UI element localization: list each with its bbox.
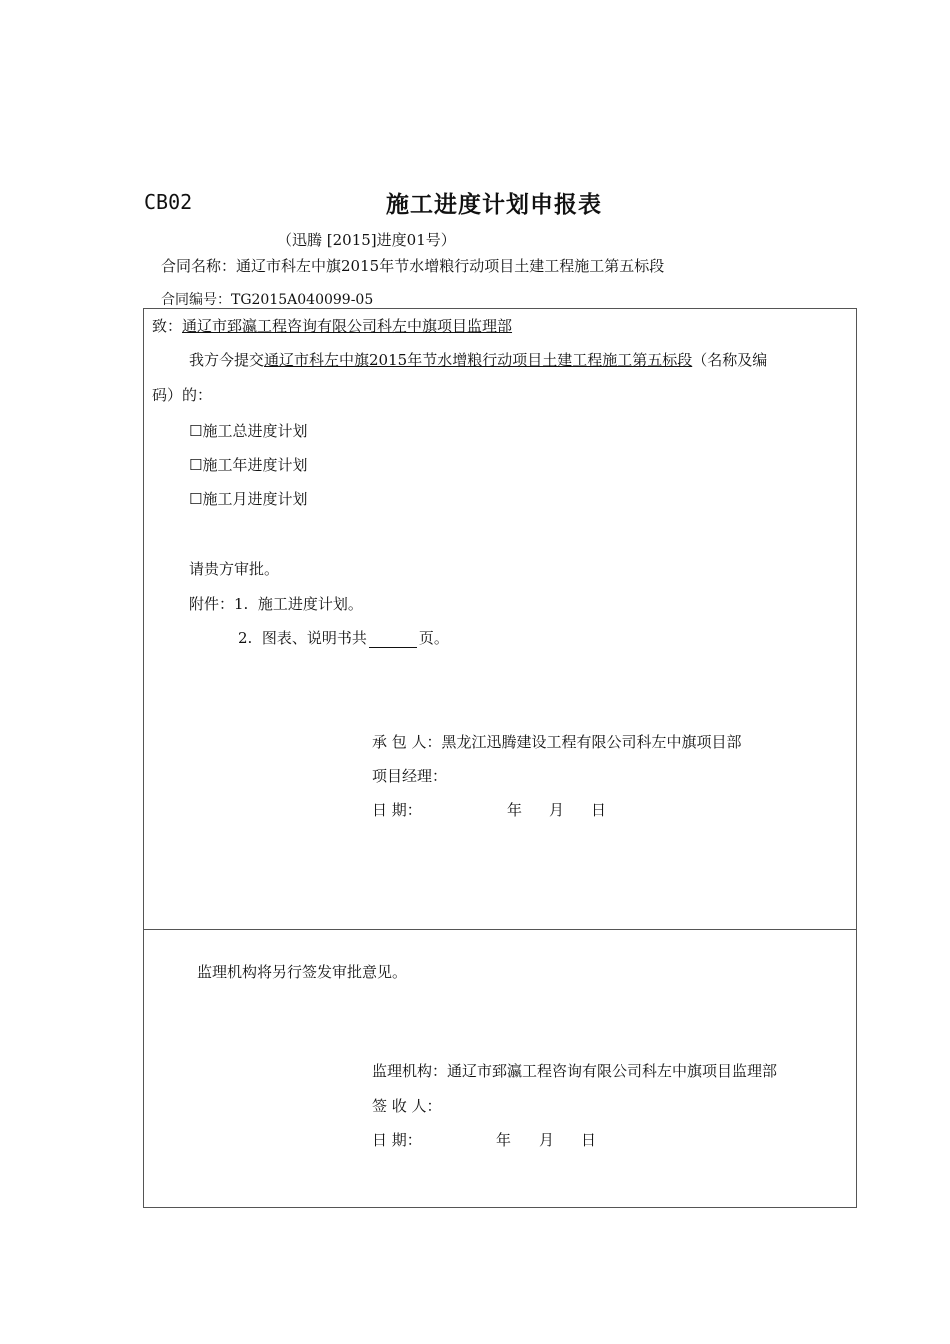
supervision-date-month: 月: [539, 1131, 555, 1149]
checkbox-icon[interactable]: ☐: [189, 456, 203, 474]
project-manager: 项目经理：: [372, 767, 448, 785]
supervision-opinion: 监理机构将另行签发审批意见。: [197, 963, 408, 981]
intro-prefix: 我方今提交: [189, 351, 265, 369]
supervision-date-day: 日: [581, 1131, 597, 1149]
intro-suffix: （名称及编: [692, 351, 768, 369]
document-number: （迅腾 [2015]进度01号）: [277, 231, 456, 249]
intro-line-2: 码）的：: [152, 386, 213, 404]
addressee-label: 致：: [152, 317, 183, 335]
option-monthly-plan[interactable]: [189, 488, 307, 509]
contractor-value: 黑龙江迅腾建设工程有限公司科左中旗项目部: [441, 733, 742, 751]
attachment-2: [238, 627, 449, 648]
contract-name: [161, 255, 664, 276]
page-title: 施工进度计划申报表: [386, 192, 602, 218]
attachment-2-prefix: 图表、说明书共: [261, 629, 367, 647]
attachment-2-suffix: 页。: [418, 629, 449, 647]
submission-section: [143, 308, 857, 930]
contract-number-value: TG2015A040099-05: [231, 292, 374, 308]
attachment-1-number: 1.: [234, 595, 249, 613]
supervision-date-year: 年: [496, 1131, 512, 1149]
option-label: 施工年进度计划: [202, 456, 308, 474]
attachment-2-number: 2.: [238, 629, 253, 647]
attachment-1: [189, 593, 363, 614]
supervision-org: [372, 1060, 777, 1081]
form-code: CB02: [144, 190, 193, 214]
date-month: 月: [549, 801, 565, 819]
contract-number-label: 合同编号：: [161, 292, 231, 308]
date-label: 日 期：: [372, 1131, 422, 1149]
contractor: [372, 731, 742, 752]
contract-name-value: 通辽市科左中旗2015年节水增粮行动项目土建工程施工第五标段: [236, 257, 665, 275]
date-label: 日 期：: [372, 801, 422, 819]
addressee: [152, 315, 512, 336]
contractor-label: 承 包 人：: [372, 733, 442, 751]
receiver: 签 收 人：: [372, 1097, 442, 1115]
addressee-value: 通辽市郅瀛工程咨询有限公司科左中旗项目监理部: [182, 317, 513, 335]
option-label: 施工月进度计划: [202, 490, 308, 508]
contract-name-label: 合同名称：: [161, 257, 237, 275]
approval-request: 请贵方审批。: [189, 560, 280, 578]
contract-number: [161, 289, 373, 309]
page-count-blank[interactable]: [369, 632, 417, 648]
option-annual-plan[interactable]: [189, 454, 307, 475]
option-overall-plan[interactable]: [189, 420, 307, 441]
intro-project: 通辽市科左中旗2015年节水增粮行动项目土建工程施工第五标段: [264, 351, 693, 369]
date-day: 日: [591, 801, 607, 819]
submission-date: [372, 799, 422, 820]
attachments-label: 附件：: [189, 595, 235, 613]
option-label: 施工总进度计划: [202, 422, 308, 440]
checkbox-icon[interactable]: ☐: [189, 490, 203, 508]
supervision-org-label: 监理机构：: [372, 1062, 448, 1080]
supervision-date: [372, 1129, 422, 1150]
date-year: 年: [507, 801, 523, 819]
checkbox-icon[interactable]: ☐: [189, 422, 203, 440]
supervision-org-value: 通辽市郅瀛工程咨询有限公司科左中旗项目监理部: [447, 1062, 778, 1080]
attachment-1-text: 施工进度计划。: [257, 595, 363, 613]
intro-line-1: [189, 349, 767, 370]
